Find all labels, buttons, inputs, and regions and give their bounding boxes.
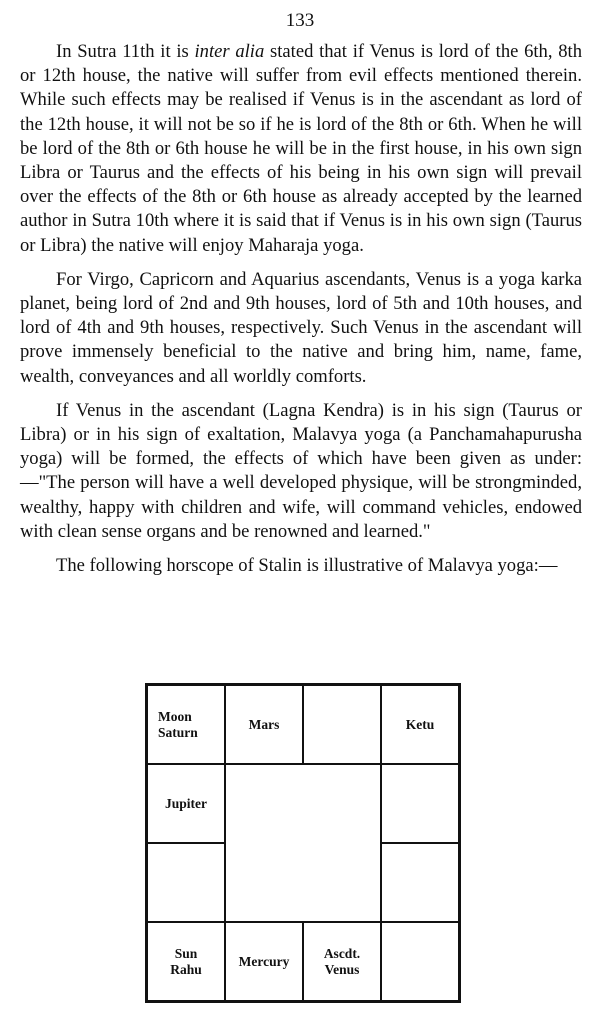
house-cell-r1c3 <box>303 685 381 764</box>
house-cell-r4c1: Sun Rahu <box>147 922 225 1001</box>
paragraph-2: For Virgo, Capricorn and Aquarius ascendants, Venus is a yoga karka planet, being lord of 2nd and 9th houses, lord of 5th and 10th houses, and lord of 4th and 9th houses, respectively. Such Venus in the ascendant will prove immensely beneficial to the native and bring him, name, fame, wealth, conveyances and all worldly comforts. <box>20 268 582 387</box>
house-cell-r4c4 <box>381 922 459 1001</box>
chart-center <box>225 764 381 922</box>
page-number: 133 <box>285 10 315 31</box>
house-cell-r4c3: Ascdt. Venus <box>303 922 381 1001</box>
paragraph-1-text: In Sutra 11th it is inter alia stated that if Venus is lord of the 6th, 8th or 12th house, the native will suffer from evil effects mentioned therein. While such effects may be realised if Venus is in the ascendant as lord of the 12th house, it will not be so if he is lord of the 8th or 6th. When he will be lord of the 8th or 6th house he will be in the first house, in his own sign Libra or Taurus and the effects of his being in his own sign will prevail over the effects of the 8th or 6th house as already accepted by the learned author in Sutra 10th where it is said that if Venus is in his own sign (Taurus or Libra) the native will enjoy Maharaja yoga. <box>20 41 582 256</box>
house-cell-r3c4 <box>381 843 459 922</box>
house-cell-r1c1: Moon Saturn <box>147 685 225 764</box>
house-cell-r1c4: Ketu <box>381 685 459 764</box>
house-cell-r1c2: Mars <box>225 685 303 764</box>
house-cell-r2c1: Jupiter <box>147 764 225 843</box>
body-text <box>20 40 582 588</box>
paragraph-1 <box>20 40 582 258</box>
house-cell-r4c2: Mercury <box>225 922 303 1001</box>
house-cell-r3c1 <box>147 843 225 922</box>
horoscope-chart <box>145 683 461 1003</box>
house-cell-r2c4 <box>381 764 459 843</box>
italic-phrase: inter alia <box>194 41 265 62</box>
paragraph-3: If Venus in the ascendant (Lagna Kendra) is in his sign (Taurus or Libra) or in his sign of exaltation, Malavya yoga (a Panchamahapurusha yoga) will be formed, the effects of which have been given as under:—"The person will have a well developed physique, will be strongminded, wealthy, happy with children and wife, will command vehicles, endowed with clean sense organs and be renowned and learned." <box>20 399 582 542</box>
paragraph-4: The following horscope of Stalin is illustrative of Malavya yoga:— <box>56 555 558 577</box>
